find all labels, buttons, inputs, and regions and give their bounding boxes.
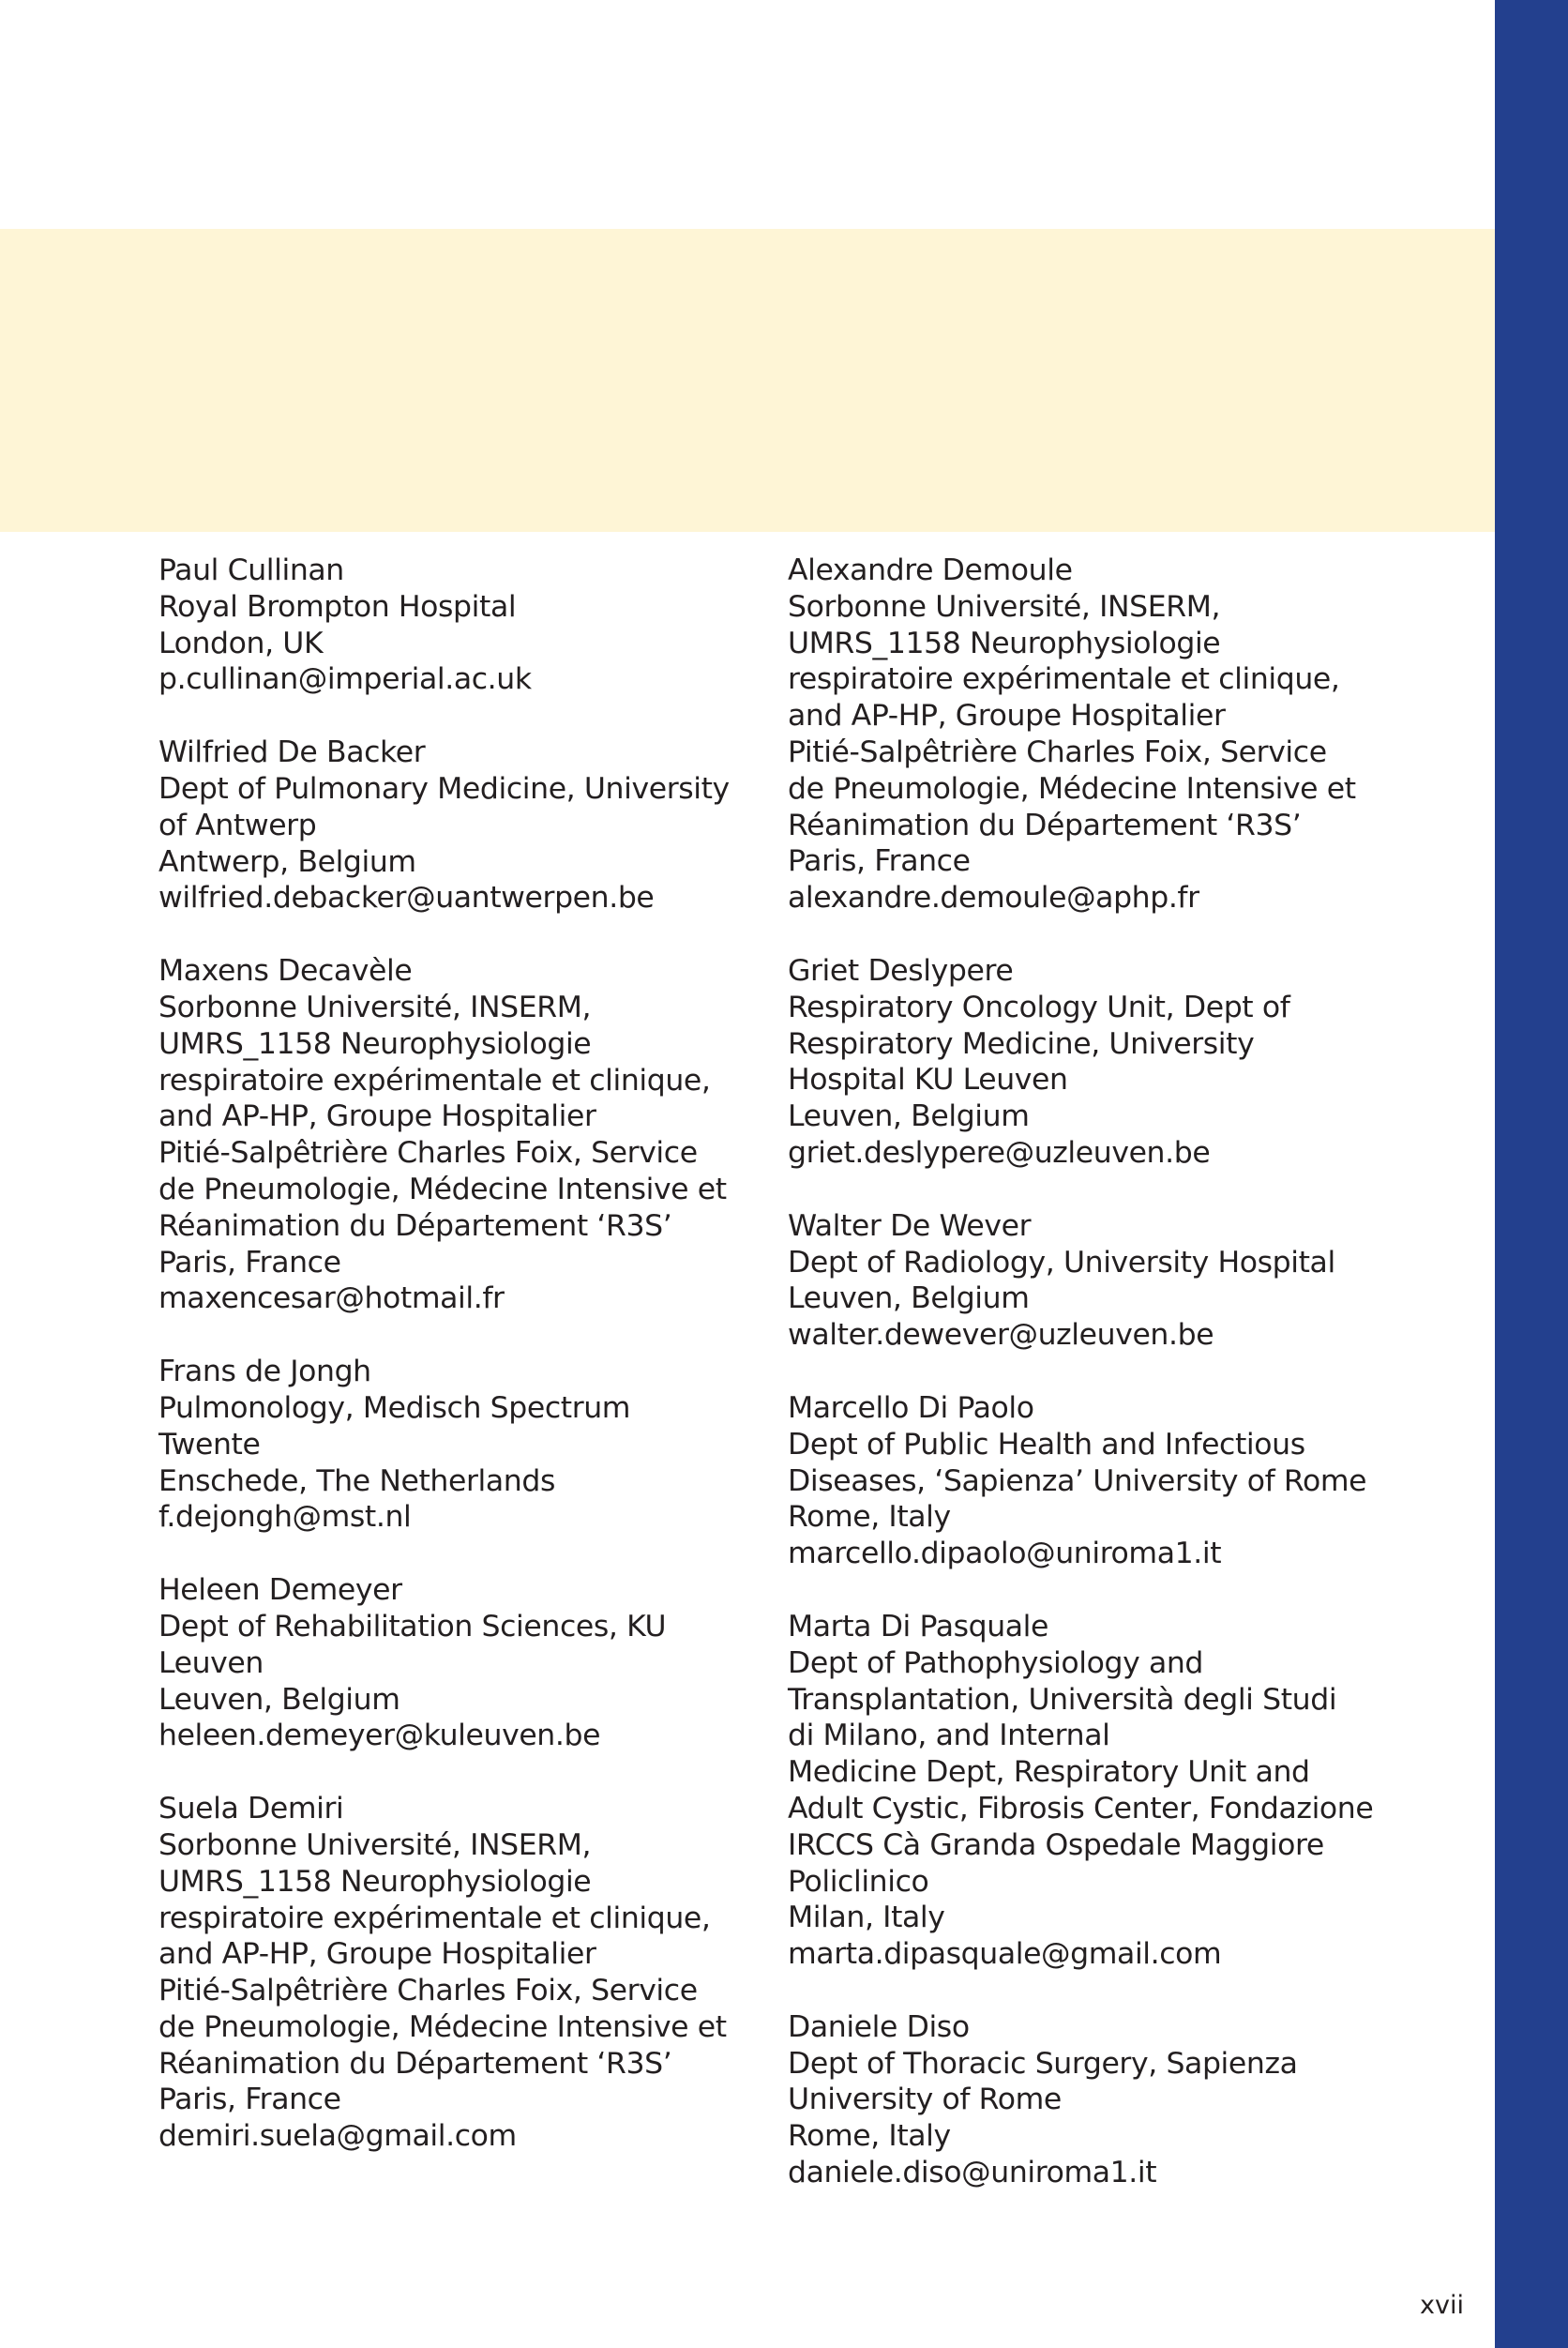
page-number: xvii bbox=[1420, 2291, 1464, 2320]
contributor-email: griet.deslypere@uzleuven.be bbox=[788, 1135, 1211, 1170]
affiliation-line: Enschede, The Netherlands bbox=[158, 1463, 555, 1498]
affiliation-line: Hospital KU Leuven bbox=[788, 1063, 1068, 1098]
affiliation-line: Paris, France bbox=[158, 1245, 341, 1280]
affiliation-line: de Pneumologie, Médecine Intensive et bbox=[788, 771, 1356, 806]
affiliation-line: Pitié-Salpêtrière Charles Foix, Service bbox=[788, 735, 1327, 769]
contributor-name: Daniele Diso bbox=[788, 2009, 970, 2044]
affiliation-line: respiratoire expérimentale et clinique, bbox=[158, 1901, 711, 1935]
affiliation-line: Réanimation du Département ‘R3S’ bbox=[788, 808, 1302, 842]
contributor-email: demiri.suela@gmail.com bbox=[158, 2119, 517, 2154]
contributor-entry bbox=[158, 735, 768, 916]
affiliation-line: Leuven bbox=[158, 1645, 264, 1680]
affiliation-line: Pulmonology, Medisch Spectrum bbox=[158, 1390, 631, 1425]
contributors-left-column bbox=[158, 553, 768, 2191]
affiliation-line: University of Rome bbox=[788, 2083, 1062, 2117]
contributor-name: Marcello Di Paolo bbox=[788, 1390, 1034, 1425]
contributor-entry bbox=[158, 553, 768, 698]
affiliation-line: Dept of Pulmonary Medicine, University bbox=[158, 771, 730, 806]
affiliation-line: Twente bbox=[158, 1427, 261, 1462]
affiliation-line: de Pneumologie, Médecine Intensive et bbox=[158, 1172, 727, 1206]
affiliation-line: Leuven, Belgium bbox=[788, 1099, 1030, 1134]
affiliation-line: respiratoire expérimentale et clinique, bbox=[158, 1063, 711, 1098]
affiliation-line: Dept of Radiology, University Hospital bbox=[788, 1245, 1335, 1280]
contributor-name: Frans de Jongh bbox=[158, 1355, 371, 1389]
affiliation-line: Antwerp, Belgium bbox=[158, 844, 416, 879]
contributor-entry bbox=[158, 1572, 768, 1754]
contributor-name: Suela Demiri bbox=[158, 1792, 344, 1826]
affiliation-line: Royal Brompton Hospital bbox=[158, 589, 517, 624]
affiliation-line: Paris, France bbox=[158, 2083, 341, 2117]
affiliation-line: UMRS_1158 Neurophysiologie bbox=[788, 626, 1221, 660]
affiliation-line: Sorbonne Université, INSERM, bbox=[158, 990, 592, 1024]
affiliation-line: Adult Cystic, Fibrosis Center, Fondazione bbox=[788, 1791, 1374, 1825]
affiliation-line: Paris, France bbox=[788, 844, 971, 879]
affiliation-line: de Pneumologie, Médecine Intensive et bbox=[158, 2009, 727, 2044]
affiliation-line: Dept of Thoracic Surgery, Sapienza bbox=[788, 2046, 1298, 2081]
contributor-email: heleen.demeyer@kuleuven.be bbox=[158, 1719, 601, 1753]
affiliation-line: UMRS_1158 Neurophysiologie bbox=[158, 1026, 592, 1061]
contributor-name: Heleen Demeyer bbox=[158, 1573, 402, 1608]
contributor-name: Alexandre Demoule bbox=[788, 553, 1073, 587]
affiliation-line: of Antwerp bbox=[158, 808, 317, 842]
header-band bbox=[0, 229, 1495, 532]
affiliation-line: and AP-HP, Groupe Hospitalier bbox=[158, 1937, 596, 1972]
contributor-entry bbox=[788, 1208, 1397, 1354]
affiliation-line: Rome, Italy bbox=[788, 1500, 951, 1535]
contributor-email: walter.dewever@uzleuven.be bbox=[788, 1318, 1214, 1353]
affiliation-line: Pitié-Salpêtrière Charles Foix, Service bbox=[158, 1136, 698, 1171]
contributor-email: marcello.dipaolo@uniroma1.it bbox=[788, 1537, 1222, 1571]
affiliation-line: Dept of Public Health and Infectious bbox=[788, 1427, 1305, 1462]
contributor-entry bbox=[788, 1609, 1397, 1973]
contributor-entry bbox=[158, 1354, 768, 1536]
affiliation-line: IRCCS Cà Granda Ospedale Maggiore bbox=[788, 1827, 1324, 1862]
affiliation-line: London, UK bbox=[158, 626, 324, 660]
affiliation-line: Leuven, Belgium bbox=[158, 1682, 400, 1717]
contributor-email: maxencesar@hotmail.fr bbox=[158, 1281, 505, 1316]
contributors-right-column bbox=[788, 553, 1397, 2228]
affiliation-line: Sorbonne Université, INSERM, bbox=[158, 1827, 592, 1862]
contributor-entry bbox=[158, 1791, 768, 2155]
contributor-name: Marta Di Pasquale bbox=[788, 1609, 1049, 1644]
contributor-email: alexandre.demoule@aphp.fr bbox=[788, 881, 1199, 916]
affiliation-line: Transplantation, Università degli Studi bbox=[788, 1682, 1337, 1717]
contributor-email: f.dejongh@mst.nl bbox=[158, 1500, 412, 1535]
contributor-email: marta.dipasquale@gmail.com bbox=[788, 1937, 1222, 1972]
contributor-name: Walter De Wever bbox=[788, 1208, 1032, 1243]
affiliation-line: Medicine Dept, Respiratory Unit and bbox=[788, 1755, 1310, 1790]
affiliation-line: Sorbonne Université, INSERM, bbox=[788, 589, 1221, 624]
side-bar bbox=[1495, 0, 1568, 2348]
affiliation-line: Respiratory Medicine, University bbox=[788, 1026, 1255, 1061]
affiliation-line: Milan, Italy bbox=[788, 1901, 945, 1935]
contributor-entry bbox=[788, 1390, 1397, 1572]
contributor-email: p.cullinan@imperial.ac.uk bbox=[158, 662, 532, 697]
affiliation-line: Dept of Pathophysiology and bbox=[788, 1645, 1204, 1680]
affiliation-line: and AP-HP, Groupe Hospitalier bbox=[158, 1099, 596, 1134]
contributor-entry bbox=[788, 2009, 1397, 2191]
contributor-email: wilfried.debacker@uantwerpen.be bbox=[158, 881, 655, 916]
contributor-name: Maxens Decavèle bbox=[158, 954, 413, 989]
affiliation-line: Policlinico bbox=[788, 1864, 929, 1899]
affiliation-line: and AP-HP, Groupe Hospitalier bbox=[788, 699, 1226, 734]
contributor-name: Paul Cullinan bbox=[158, 553, 344, 587]
affiliation-line: Leuven, Belgium bbox=[788, 1281, 1030, 1316]
contributor-entry bbox=[788, 953, 1397, 1172]
affiliation-line: Réanimation du Département ‘R3S’ bbox=[158, 1208, 672, 1243]
affiliation-line: Diseases, ‘Sapienza’ University of Rome bbox=[788, 1463, 1367, 1498]
affiliation-line: UMRS_1158 Neurophysiologie bbox=[158, 1864, 592, 1899]
affiliation-line: di Milano, and Internal bbox=[788, 1719, 1110, 1753]
contributor-entry bbox=[788, 553, 1397, 916]
affiliation-line: respiratoire expérimentale et clinique, bbox=[788, 662, 1340, 697]
contributor-entry bbox=[158, 953, 768, 1317]
contributor-name: Wilfried De Backer bbox=[158, 735, 426, 770]
contributor-email: daniele.diso@uniroma1.it bbox=[788, 2156, 1157, 2190]
affiliation-line: Pitié-Salpêtrière Charles Foix, Service bbox=[158, 1974, 698, 2008]
contributor-name: Griet Deslypere bbox=[788, 953, 1014, 988]
affiliation-line: Rome, Italy bbox=[788, 2119, 951, 2154]
affiliation-line: Réanimation du Département ‘R3S’ bbox=[158, 2046, 672, 2081]
affiliation-line: Respiratory Oncology Unit, Dept of bbox=[788, 990, 1290, 1024]
affiliation-line: Dept of Rehabilitation Sciences, KU bbox=[158, 1609, 667, 1644]
